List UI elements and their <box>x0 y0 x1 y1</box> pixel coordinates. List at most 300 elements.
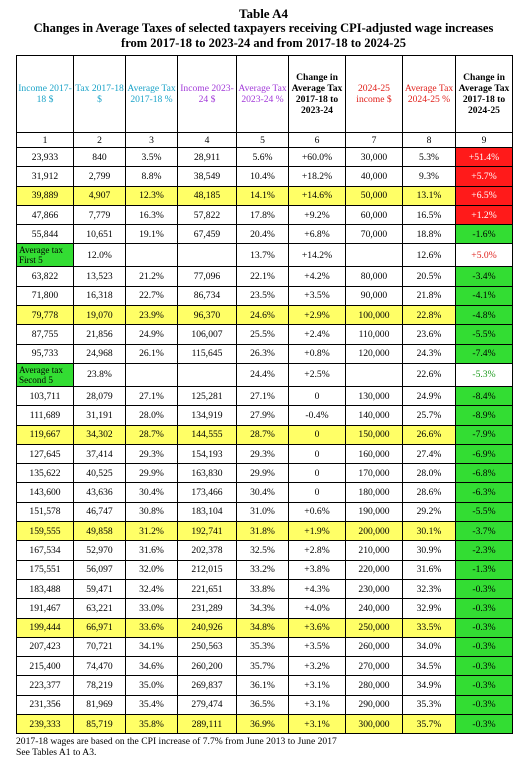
table-cell: -4.8% <box>456 306 513 325</box>
table-cell: 14.1% <box>237 186 289 205</box>
table-cell: -6.8% <box>456 464 513 483</box>
table-cell: 210,000 <box>346 541 403 560</box>
table-cell: -0.3% <box>456 715 513 734</box>
header-avg-tax-2017: Average Tax 2017-18 % <box>126 56 178 133</box>
footnote-see-tables: See Tables A1 to A3. <box>16 747 97 759</box>
col-number: 9 <box>456 133 513 148</box>
table-cell: 77,096 <box>178 267 237 286</box>
table-cell: 38,549 <box>178 167 237 186</box>
table-cell: 23,933 <box>17 148 74 167</box>
table-cell: 3.5% <box>126 148 178 167</box>
table-cell: 35.7% <box>237 657 289 676</box>
table-cell: 74,470 <box>74 657 126 676</box>
table-cell: 120,000 <box>346 344 403 363</box>
table-cell: 0 <box>289 483 346 502</box>
table-cell: 28.7% <box>237 425 289 444</box>
table-cell: -7.4% <box>456 344 513 363</box>
table-row <box>17 444 513 463</box>
table-cell: 212,015 <box>178 560 237 579</box>
table-cell: 70,721 <box>74 637 126 656</box>
table-cell: 2,799 <box>74 167 126 186</box>
table-cell: 79,778 <box>17 306 74 325</box>
table-cell: 78,219 <box>74 676 126 695</box>
table-cell: 130,000 <box>346 386 403 405</box>
table-cell: 270,000 <box>346 657 403 676</box>
col-number: 1 <box>17 133 74 148</box>
table-cell: 29.3% <box>126 444 178 463</box>
header-row <box>17 56 513 133</box>
table-cell: -6.9% <box>456 444 513 463</box>
table-cell: 290,000 <box>346 695 403 714</box>
table-cell: +1.9% <box>289 522 346 541</box>
header-avg-tax-2024: Average Tax 2024-25 % <box>403 56 456 133</box>
table-cell: 36.1% <box>237 676 289 695</box>
table-cell: 21.8% <box>403 286 456 305</box>
table-cell: 190,000 <box>346 502 403 521</box>
table-cell: 34.9% <box>403 676 456 695</box>
table-cell: +1.2% <box>456 205 513 224</box>
table-cell: +3.2% <box>289 657 346 676</box>
table-cell: 23.6% <box>403 325 456 344</box>
table-cell: 48,185 <box>178 186 237 205</box>
table-cell: +14.2% <box>289 244 346 267</box>
table-cell: 0 <box>289 464 346 483</box>
table-cell: 31.2% <box>126 522 178 541</box>
table-cell: 34,302 <box>74 425 126 444</box>
col-number: 4 <box>178 133 237 148</box>
table-cell: 170,000 <box>346 464 403 483</box>
table-cell: 24.9% <box>126 325 178 344</box>
table-cell: 33.8% <box>237 579 289 598</box>
table-cell: 140,000 <box>346 406 403 425</box>
table-cell: -0.4% <box>289 406 346 425</box>
table-cell: 144,555 <box>178 425 237 444</box>
table-row <box>17 599 513 618</box>
table-cell: 115,645 <box>178 344 237 363</box>
table-cell: 35.0% <box>126 676 178 695</box>
table-cell: 80,000 <box>346 267 403 286</box>
table-cell: 31.8% <box>237 522 289 541</box>
table-cell <box>126 244 178 267</box>
table-cell: 134,919 <box>178 406 237 425</box>
table-cell: 70,000 <box>346 225 403 244</box>
footnotes <box>16 736 527 758</box>
table-cell: 46,747 <box>74 502 126 521</box>
table-cell: -1.6% <box>456 225 513 244</box>
table-cell: 260,000 <box>346 637 403 656</box>
table-row <box>17 618 513 637</box>
table-cell <box>178 363 237 386</box>
table-cell: +4.3% <box>289 579 346 598</box>
tax-table <box>16 55 513 734</box>
table-cell: 32.3% <box>403 579 456 598</box>
table-cell: 47,866 <box>17 205 74 224</box>
table-cell: 12.6% <box>403 244 456 267</box>
table-row <box>17 325 513 344</box>
table-row <box>17 637 513 656</box>
table-cell: 183,104 <box>178 502 237 521</box>
table-cell: +4.0% <box>289 599 346 618</box>
table-cell: 24.9% <box>403 386 456 405</box>
table-cell: 36.9% <box>237 715 289 734</box>
table-cell: 29.2% <box>403 502 456 521</box>
table-cell: 13,523 <box>74 267 126 286</box>
table-cell: 0 <box>289 386 346 405</box>
table-cell: 18.8% <box>403 225 456 244</box>
table-row <box>17 306 513 325</box>
table-cell: 34.6% <box>126 657 178 676</box>
table-cell <box>126 363 178 386</box>
table-cell: 26.1% <box>126 344 178 363</box>
table-cell: 231,289 <box>178 599 237 618</box>
table-cell: +3.1% <box>289 676 346 695</box>
table-title-line3: from 2017-18 to 2023-24 and from 2017-18 to 2024-25 <box>121 36 406 50</box>
table-row <box>17 560 513 579</box>
table-cell: 60,000 <box>346 205 403 224</box>
table-cell: 23.9% <box>126 306 178 325</box>
table-cell: 154,193 <box>178 444 237 463</box>
table-cell: 34.3% <box>237 599 289 618</box>
table-cell: 10.4% <box>237 167 289 186</box>
header-tax-2017: Tax 2017-18 $ <box>74 56 126 133</box>
table-cell: 35.3% <box>237 637 289 656</box>
table-cell: +4.2% <box>289 267 346 286</box>
table-cell: -0.3% <box>456 657 513 676</box>
table-cell: 192,741 <box>178 522 237 541</box>
table-cell: 24.6% <box>237 306 289 325</box>
table-cell: 163,830 <box>178 464 237 483</box>
table-cell: 32.0% <box>126 560 178 579</box>
table-cell: 150,000 <box>346 425 403 444</box>
footnote-cpi: 2017-18 wages are based on the CPI increase of 7.7% from June 2013 to June 2017 <box>16 736 337 748</box>
table-row <box>17 502 513 521</box>
table-cell: +2.9% <box>289 306 346 325</box>
table-cell: 223,377 <box>17 676 74 695</box>
table-cell: 56,097 <box>74 560 126 579</box>
header-income-2024: 2024-25 income $ <box>346 56 403 133</box>
table-cell: +2.5% <box>289 363 346 386</box>
table-cell: 49,858 <box>74 522 126 541</box>
header-income-2023: Income 2023-24 $ <box>178 56 237 133</box>
table-cell: 26.3% <box>237 344 289 363</box>
table-cell: -0.3% <box>456 676 513 695</box>
table-cell: 159,555 <box>17 522 74 541</box>
table-row <box>17 715 513 734</box>
table-cell: 7,779 <box>74 205 126 224</box>
table-row <box>17 205 513 224</box>
table-cell: 202,378 <box>178 541 237 560</box>
table-cell: 40,000 <box>346 167 403 186</box>
table-cell: +3.5% <box>289 286 346 305</box>
table-cell: -3.7% <box>456 522 513 541</box>
table-cell: +18.2% <box>289 167 346 186</box>
table-cell: 87,755 <box>17 325 74 344</box>
col-number: 6 <box>289 133 346 148</box>
table-cell: 100,000 <box>346 306 403 325</box>
table-cell: +51.4% <box>456 148 513 167</box>
table-cell: 57,822 <box>178 205 237 224</box>
table-title-line1: Table A4 <box>238 6 288 21</box>
table-cell: 31,191 <box>74 406 126 425</box>
table-cell: +0.8% <box>289 344 346 363</box>
average-row <box>17 244 513 267</box>
table-cell: 240,000 <box>346 599 403 618</box>
table-cell: 16,318 <box>74 286 126 305</box>
table-cell: 63,822 <box>17 267 74 286</box>
table-cell: -0.3% <box>456 618 513 637</box>
table-cell: 22.1% <box>237 267 289 286</box>
table-cell: 23.5% <box>237 286 289 305</box>
table-cell: 250,563 <box>178 637 237 656</box>
table-cell: 33.6% <box>126 618 178 637</box>
table-cell: 207,423 <box>17 637 74 656</box>
table-cell: 215,400 <box>17 657 74 676</box>
table-row <box>17 286 513 305</box>
table-cell: 30.1% <box>403 522 456 541</box>
table-cell: 86,734 <box>178 286 237 305</box>
table-cell: 200,000 <box>346 522 403 541</box>
table-row <box>17 483 513 502</box>
average-row <box>17 363 513 386</box>
table-cell: 28.7% <box>126 425 178 444</box>
table-cell: -8.4% <box>456 386 513 405</box>
table-cell: +60.0% <box>289 148 346 167</box>
table-cell: 111,689 <box>17 406 74 425</box>
table-cell: -3.4% <box>456 267 513 286</box>
table-cell: -0.3% <box>456 637 513 656</box>
table-cell: 240,926 <box>178 618 237 637</box>
table-cell: 34.5% <box>403 657 456 676</box>
table-cell: 30.4% <box>126 483 178 502</box>
table-row <box>17 267 513 286</box>
table-cell: +6.8% <box>289 225 346 244</box>
col-number: 5 <box>237 133 289 148</box>
table-cell: 19,070 <box>74 306 126 325</box>
header-income-2017: Income 2017-18 $ <box>17 56 74 133</box>
table-cell: +2.8% <box>289 541 346 560</box>
table-cell: 40,525 <box>74 464 126 483</box>
table-cell: 85,719 <box>74 715 126 734</box>
header-avg-tax-2023: Average Tax 2023-24 % <box>237 56 289 133</box>
table-cell: 17.8% <box>237 205 289 224</box>
table-cell: 221,651 <box>178 579 237 598</box>
average-label: Average tax Second 5 <box>17 364 73 386</box>
average-label-cell <box>17 363 74 386</box>
table-cell: 43,636 <box>74 483 126 502</box>
table-cell: 119,667 <box>17 425 74 444</box>
table-cell: +3.8% <box>289 560 346 579</box>
table-cell: 230,000 <box>346 579 403 598</box>
table-cell: 32.4% <box>126 579 178 598</box>
table-cell: 71,800 <box>17 286 74 305</box>
table-cell: 33.5% <box>403 618 456 637</box>
table-cell: 31.0% <box>237 502 289 521</box>
table-cell: 106,007 <box>178 325 237 344</box>
table-cell: 31.6% <box>403 560 456 579</box>
table-cell: 180,000 <box>346 483 403 502</box>
table-cell: 0 <box>289 425 346 444</box>
table-cell: 143,600 <box>17 483 74 502</box>
table-row <box>17 464 513 483</box>
table-cell: +3.1% <box>289 715 346 734</box>
table-cell: 24,968 <box>74 344 126 363</box>
table-cell: 20.4% <box>237 225 289 244</box>
table-row <box>17 186 513 205</box>
table-cell: 23.8% <box>74 363 126 386</box>
table-row <box>17 425 513 444</box>
table-cell: 250,000 <box>346 618 403 637</box>
table-cell: -5.5% <box>456 502 513 521</box>
table-cell: 30.4% <box>237 483 289 502</box>
table-cell: 289,111 <box>178 715 237 734</box>
table-title <box>0 6 527 51</box>
table-cell: 0 <box>289 444 346 463</box>
table-cell: 12.0% <box>74 244 126 267</box>
table-cell: 151,578 <box>17 502 74 521</box>
table-cell: +0.6% <box>289 502 346 521</box>
table-cell: -2.3% <box>456 541 513 560</box>
table-cell: 22.7% <box>126 286 178 305</box>
table-cell: 173,466 <box>178 483 237 502</box>
col-number: 3 <box>126 133 178 148</box>
table-cell: 21.2% <box>126 267 178 286</box>
table-cell: 32.5% <box>237 541 289 560</box>
table-cell: 35.7% <box>403 715 456 734</box>
header-change-2023: Change in Average Tax 2017-18 to 2023-24 <box>289 56 346 133</box>
table-cell: 96,370 <box>178 306 237 325</box>
table-cell <box>346 363 403 386</box>
table-cell: 63,221 <box>74 599 126 618</box>
table-cell: 20.5% <box>403 267 456 286</box>
table-cell: 33.2% <box>237 560 289 579</box>
table-cell: 27.1% <box>126 386 178 405</box>
table-cell: 19.1% <box>126 225 178 244</box>
table-row <box>17 676 513 695</box>
table-cell: 28.6% <box>403 483 456 502</box>
table-cell: 50,000 <box>346 186 403 205</box>
table-cell: 8.8% <box>126 167 178 186</box>
table-cell: 28.0% <box>403 464 456 483</box>
col-number: 2 <box>74 133 126 148</box>
table-cell: 103,711 <box>17 386 74 405</box>
table-cell: -4.1% <box>456 286 513 305</box>
table-cell: 29.3% <box>237 444 289 463</box>
table-row <box>17 386 513 405</box>
table-cell: 30,000 <box>346 148 403 167</box>
table-cell: 10,651 <box>74 225 126 244</box>
table-row <box>17 657 513 676</box>
table-cell: 30.8% <box>126 502 178 521</box>
table-cell: +3.1% <box>289 695 346 714</box>
table-cell: 33.0% <box>126 599 178 618</box>
table-cell: 31.6% <box>126 541 178 560</box>
table-cell: 27.1% <box>237 386 289 405</box>
table-cell: 9.3% <box>403 167 456 186</box>
table-cell: 39,889 <box>17 186 74 205</box>
table-row <box>17 522 513 541</box>
table-cell: 59,471 <box>74 579 126 598</box>
table-body <box>17 148 513 734</box>
table-cell: -8.9% <box>456 406 513 425</box>
table-row <box>17 225 513 244</box>
table-cell: +9.2% <box>289 205 346 224</box>
table-cell: 34.8% <box>237 618 289 637</box>
col-number: 8 <box>403 133 456 148</box>
header-change-2024: Change in Average Tax 2017-18 to 2024-25 <box>456 56 513 133</box>
table-cell: +3.6% <box>289 618 346 637</box>
table-cell: 35.8% <box>126 715 178 734</box>
table-cell: 35.4% <box>126 695 178 714</box>
table-cell: 66,971 <box>74 618 126 637</box>
table-cell: 25.5% <box>237 325 289 344</box>
table-cell: 35.3% <box>403 695 456 714</box>
table-cell: 25.7% <box>403 406 456 425</box>
table-cell: +6.5% <box>456 186 513 205</box>
table-cell: -6.3% <box>456 483 513 502</box>
table-cell: 239,333 <box>17 715 74 734</box>
table-row <box>17 167 513 186</box>
table-cell: 21,856 <box>74 325 126 344</box>
table-cell: 22.6% <box>403 363 456 386</box>
table-cell: 29.9% <box>237 464 289 483</box>
column-number-row <box>17 133 513 148</box>
table-cell: 16.5% <box>403 205 456 224</box>
table-title-line2: Changes in Average Taxes of selected taxpayers receiving CPI-adjusted wage increases <box>33 21 494 35</box>
table-cell: 199,444 <box>17 618 74 637</box>
table-cell: 28,079 <box>74 386 126 405</box>
table-cell: +2.4% <box>289 325 346 344</box>
table-row <box>17 344 513 363</box>
table-cell: 55,844 <box>17 225 74 244</box>
table-cell: 4,907 <box>74 186 126 205</box>
table-cell: 37,414 <box>74 444 126 463</box>
table-cell: 231,356 <box>17 695 74 714</box>
table-cell: -5.3% <box>456 363 513 386</box>
table-cell: -0.3% <box>456 579 513 598</box>
table-cell: 5.6% <box>237 148 289 167</box>
table-cell: 31,912 <box>17 167 74 186</box>
table-cell: 12.3% <box>126 186 178 205</box>
table-cell: 81,969 <box>74 695 126 714</box>
table-cell: 127,645 <box>17 444 74 463</box>
table-cell: 840 <box>74 148 126 167</box>
table-cell: 24.3% <box>403 344 456 363</box>
table-cell: 110,000 <box>346 325 403 344</box>
table-cell: 34.1% <box>126 637 178 656</box>
table-cell: -1.3% <box>456 560 513 579</box>
table-cell: 22.8% <box>403 306 456 325</box>
table-cell: 27.9% <box>237 406 289 425</box>
table-row <box>17 579 513 598</box>
table-cell: 36.5% <box>237 695 289 714</box>
table-cell <box>178 244 237 267</box>
table-cell: 125,281 <box>178 386 237 405</box>
table-cell: 279,474 <box>178 695 237 714</box>
table-cell: 32.9% <box>403 599 456 618</box>
table-cell: 13.1% <box>403 186 456 205</box>
table-cell: +14.6% <box>289 186 346 205</box>
table-cell: 34.0% <box>403 637 456 656</box>
table-cell: 220,000 <box>346 560 403 579</box>
table-cell: 52,970 <box>74 541 126 560</box>
table-cell: 191,467 <box>17 599 74 618</box>
table-cell: -0.3% <box>456 695 513 714</box>
table-cell: +5.7% <box>456 167 513 186</box>
table-cell: 24.4% <box>237 363 289 386</box>
table-row <box>17 148 513 167</box>
table-cell: -5.5% <box>456 325 513 344</box>
table-cell: 13.7% <box>237 244 289 267</box>
